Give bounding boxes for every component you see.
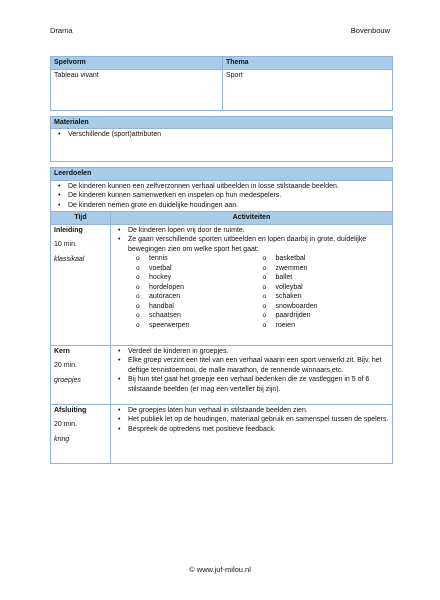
- inleiding-form: klassikaal: [54, 255, 85, 263]
- kern-list: [114, 347, 389, 395]
- materialen-cell: [51, 129, 393, 162]
- kern-item: • Bij hun titel gaat het groepje een verhaal bedenken die ze vastleggen in 5 of 6 stilstaande beelden (er mag een verteller bij zijn).: [114, 375, 389, 394]
- sport-item: o voetbal: [136, 264, 263, 274]
- kern-duration: 20 min.: [54, 362, 77, 369]
- kern-title: Kern: [54, 347, 70, 355]
- columns-header-row: [51, 212, 393, 225]
- sport-item: o tennis: [136, 254, 263, 264]
- materialen-item: • Verschillende (sport)attributen: [54, 130, 389, 140]
- inleiding-list: [114, 226, 389, 255]
- leerdoelen-row: [51, 180, 393, 212]
- sports-columns: [114, 254, 389, 330]
- spelvorm-thema-row: [51, 69, 393, 110]
- sports-list-right: [263, 254, 390, 330]
- sport-item: o roeien: [263, 321, 390, 331]
- sport-item: o hockey: [136, 273, 263, 283]
- leerdoelen-list: [54, 182, 389, 211]
- leerdoelen-label: Leerdoelen: [51, 168, 393, 181]
- afsluiting-activities-cell: [111, 404, 393, 463]
- sports-list-left: [136, 254, 263, 330]
- kern-item: • Elke groep verzint een titel van een verhaal waarin een sport verwerkt zit. Bijv. het deftige tennistoernooi, de malle marathon, de rennende winnaars,etc.: [114, 356, 389, 375]
- inleiding-duration: 10 min.: [54, 241, 77, 248]
- spelvorm-value: Tableau vivant: [51, 69, 223, 110]
- leerdoel-item: • De kinderen kunnen een zelfverzonnen verhaal uitbeelden in losse stilstaande beelden.: [54, 182, 389, 192]
- inleiding-title: Inleiding: [54, 226, 83, 234]
- sport-item: o volleybal: [263, 283, 390, 293]
- afsluiting-list: [114, 406, 389, 435]
- sport-item: o speerwerpen: [136, 321, 263, 331]
- sport-item: o basketbal: [263, 254, 390, 264]
- kern-item: • Verdeel de kinderen in groepjes.: [114, 347, 389, 357]
- materialen-label: Materialen: [51, 116, 393, 129]
- sport-item: o autoracen: [136, 292, 263, 302]
- afsluiting-duration: 20 min.: [54, 421, 77, 428]
- kern-activities-cell: [111, 345, 393, 404]
- footer-copyright: © www.juf-milou.nl: [189, 565, 251, 574]
- materialen-header-row: [51, 116, 393, 129]
- activiteiten-column-header: Activiteiten: [111, 212, 393, 225]
- sport-item: o zwemmen: [263, 264, 390, 274]
- header-level: Bovenbouw: [350, 26, 390, 35]
- inleiding-row: [51, 224, 393, 345]
- afsluiting-item: • Het publiek let op de houdingen, materiaal gebruik en samenspel tussen de spelers.: [114, 415, 389, 425]
- afsluiting-form: kring: [54, 435, 70, 443]
- thema-value: Sport: [223, 69, 393, 110]
- sport-item: o hordelopen: [136, 283, 263, 293]
- inleiding-activities-cell: [111, 224, 393, 345]
- sport-item: o handbal: [136, 302, 263, 312]
- leerdoelen-cell: [51, 180, 393, 212]
- sport-item: o snowboarden: [263, 302, 390, 312]
- lesson-table: [50, 56, 393, 464]
- afsluiting-time-cell: [51, 404, 111, 463]
- spelvorm-thema-header-row: [51, 57, 393, 70]
- sport-item: o schaken: [263, 292, 390, 302]
- inleiding-time-cell: [51, 224, 111, 345]
- kern-time-cell: [51, 345, 111, 404]
- spelvorm-label: Spelvorm: [51, 57, 223, 70]
- sport-item: o ballet: [263, 273, 390, 283]
- thema-label: Thema: [223, 57, 393, 70]
- leerdoel-item: • De kinderen kunnen samenwerken en inspelen op hun medespelers.: [54, 191, 389, 201]
- header-subject: Drama: [50, 26, 73, 35]
- afsluiting-row: [51, 404, 393, 463]
- page-header: [50, 26, 390, 35]
- materialen-row: [51, 129, 393, 162]
- materialen-list: [54, 130, 389, 140]
- afsluiting-title: Afsluiting: [54, 406, 87, 414]
- inleiding-item: • De kinderen lopen vrij door de ruimte.: [114, 226, 389, 236]
- tijd-column-header: Tijd: [51, 212, 111, 225]
- lesson-table-wrapper: [50, 56, 392, 464]
- inleiding-item: • Ze gaan verschillende sporten uitbeelden en lopen daarbij in grote, duidelijke bewegingen zien om welke sport het gaat:: [114, 235, 389, 254]
- kern-row: [51, 345, 393, 404]
- kern-form: groepjes: [54, 376, 81, 384]
- afsluiting-item: • De groepjes laten hun verhaal in stilstaande beelden zien.: [114, 406, 389, 416]
- leerdoel-item: • De kinderen nemen grote en duidelijke houdingen aan.: [54, 201, 389, 211]
- sport-item: o schaatsen: [136, 311, 263, 321]
- sport-item: o paardrijden: [263, 311, 390, 321]
- leerdoelen-header-row: [51, 168, 393, 181]
- afsluiting-item: • Bespreek de optredens met positieve feedback.: [114, 425, 389, 435]
